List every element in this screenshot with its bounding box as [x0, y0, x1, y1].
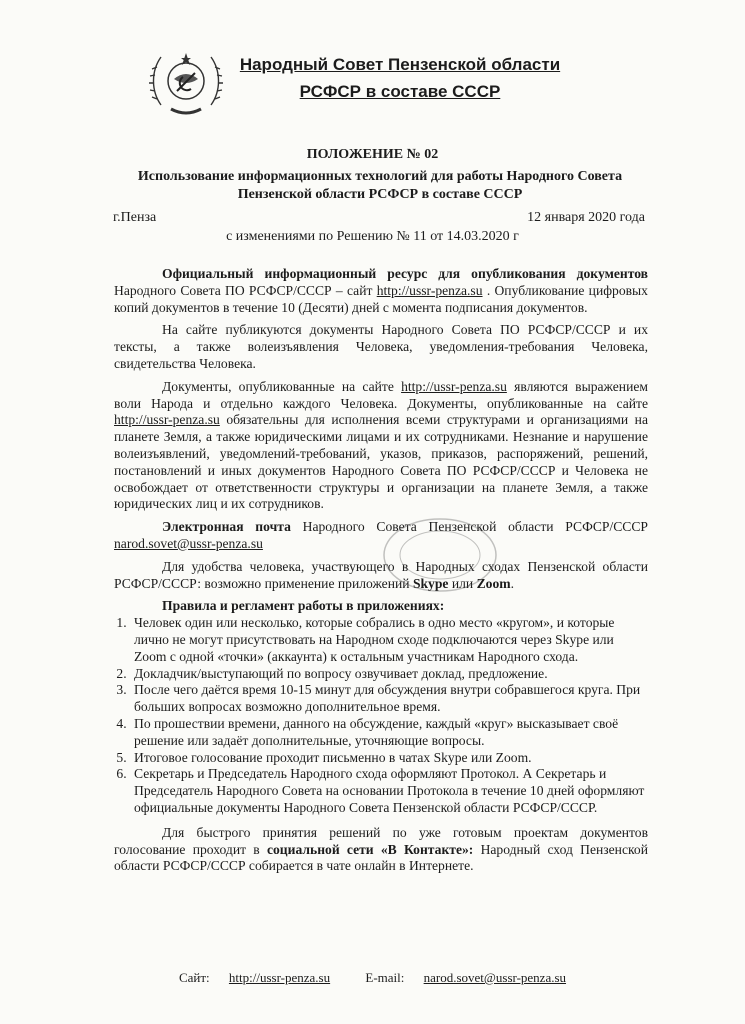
city: г.Пенза: [113, 210, 157, 225]
p6-text-b: Народный сход Пензенской области РСФСР/СССР собирается в чате онлайн в Интернете.: [114, 841, 648, 874]
amendment-note: с изменениями по Решению № 11 от 14.03.2020 г: [226, 229, 519, 244]
site-link-2[interactable]: http://ussr-penza.su: [401, 378, 507, 394]
official-resource-heading: Официальный информационный ресурс для опубликования документов: [162, 266, 648, 281]
paragraph-official-resource: [114, 266, 648, 316]
document-date: 12 января 2020 года: [527, 210, 645, 225]
list-item: 6. Секретарь и Председатель Народного схода оформляют Протокол. А Секретарь и Председатель Народного Совета на основании Протокола в течение 10 дней оформляют официальные документы Народного Совета Пензенской области РСФСР/СССР.: [130, 766, 648, 816]
p5-text: Для удобства человека, участвующего в Народных сходах Пензенской области РСФСР/СССР: возможно применение приложений: [114, 558, 648, 591]
subtitle-line-1: Использование информационных технологий для работы Народного Совета: [137, 169, 623, 184]
list-item: 3. После чего даётся время 10-15 минут для обсуждения внутри собравшегося круга. При больших вопросах возможно дополнительное время.: [130, 682, 648, 716]
footer-site-link[interactable]: http://ussr-penza.su: [228, 970, 331, 985]
p1-text-a: Народного Совета ПО РСФСР/СССР – сайт: [114, 282, 373, 298]
organization-subtitle: РСФСР в составе СССР: [299, 82, 501, 101]
list-item: 4. По прошествии времени, данного на обсуждение, каждый «круг» высказывает своё решение или задаёт дополнительные, уточняющие вопросы.: [130, 716, 648, 750]
document-title: ПОЛОЖЕНИЕ № 02: [306, 147, 439, 162]
document-subtitle: [110, 168, 650, 204]
paragraph-published-docs: На сайте публикуются документы Народного Совета ПО РСФСР/СССР и их тексты, а также волеизъявления Человека, уведомления-требования Человека, свидетельства Человека.: [114, 322, 648, 371]
subtitle-line-2: Пензенской области РСФСР в составе СССР: [237, 187, 523, 202]
p3-text-b: являются выражением воли Народа и отдельно каждого Человека. Документы, опубликованные на сайте: [114, 378, 648, 411]
rules-heading: Правила и регламент работы в приложениях:: [162, 598, 445, 614]
round-stamp-icon: [380, 515, 500, 595]
p5-or: или: [451, 575, 474, 591]
footer-email-label: E-mail:: [365, 970, 405, 985]
site-link-3[interactable]: http://ussr-penza.su: [114, 412, 220, 428]
footer-site: [171, 970, 341, 985]
rules-list: [114, 615, 648, 817]
p3-text-c: обязательны для исполнения всеми структурами и организациями на планете Земля, а также юридическими лицами и их сотрудниками. Незнание и нарушение волеизъявлений, уведомлений-требований, указов, приказов, распоряжений, решений, постановлений и иных документов Народного Совета ПО РСФСР/СССР и Человека не освобождает от ответственности структуры и организации на планете Земля, а также юридических лиц и их сотрудников.: [114, 412, 648, 512]
footer-site-label: Сайт:: [178, 970, 210, 985]
list-item: 5. Итоговое голосование проходит письменно в чатах Skype или Zoom.: [130, 750, 648, 767]
footer: [0, 970, 745, 986]
skype-name: Skype: [412, 575, 449, 591]
p4-text: Народного Совета Пензенской области РСФСР/СССР: [302, 519, 648, 535]
zoom-name: Zoom: [476, 575, 511, 591]
paragraph-obligation: [114, 379, 648, 513]
p6-text-a: Для быстрого принятия решений по уже готовым проектам документов голосование проходит в: [114, 824, 648, 857]
paragraph-vk-voting: [114, 825, 648, 875]
email-heading: Электронная почта: [162, 519, 291, 535]
vk-network: социальной сети «В Контакте»:: [266, 841, 474, 857]
footer-email: [357, 970, 574, 985]
paragraph-apps: Для удобства человека, участвующего в Народных сходах Пензенской области РСФСР/СССР: возможно применение приложений Skype или Zoom.: [114, 558, 648, 591]
list-item: 2. Докладчик/выступающий по вопросу озвучивает доклад, предложение.: [130, 666, 648, 683]
email-link[interactable]: narod.sovet@ussr-penza.su: [114, 535, 263, 551]
list-item: 1. Человек один или несколько, которые собрались в одно место «кругом», и которые лично не могут присутствовать на Народном сходе подключаются через Skype или Zoom с одной «точки» (аккаунта) к остальным участникам Народного схода.: [130, 615, 648, 665]
site-link[interactable]: http://ussr-penza.su: [376, 282, 483, 298]
p3-text-a: Документы, опубликованные на сайте: [162, 378, 394, 394]
organization-name: Народный Совет Пензенской области: [239, 55, 561, 74]
p1-text-b: . Опубликование цифровых копий документов в течение 10 (Десяти) дней с момента подписания документов.: [114, 282, 648, 315]
footer-email-link[interactable]: narod.sovet@ussr-penza.su: [423, 970, 567, 985]
